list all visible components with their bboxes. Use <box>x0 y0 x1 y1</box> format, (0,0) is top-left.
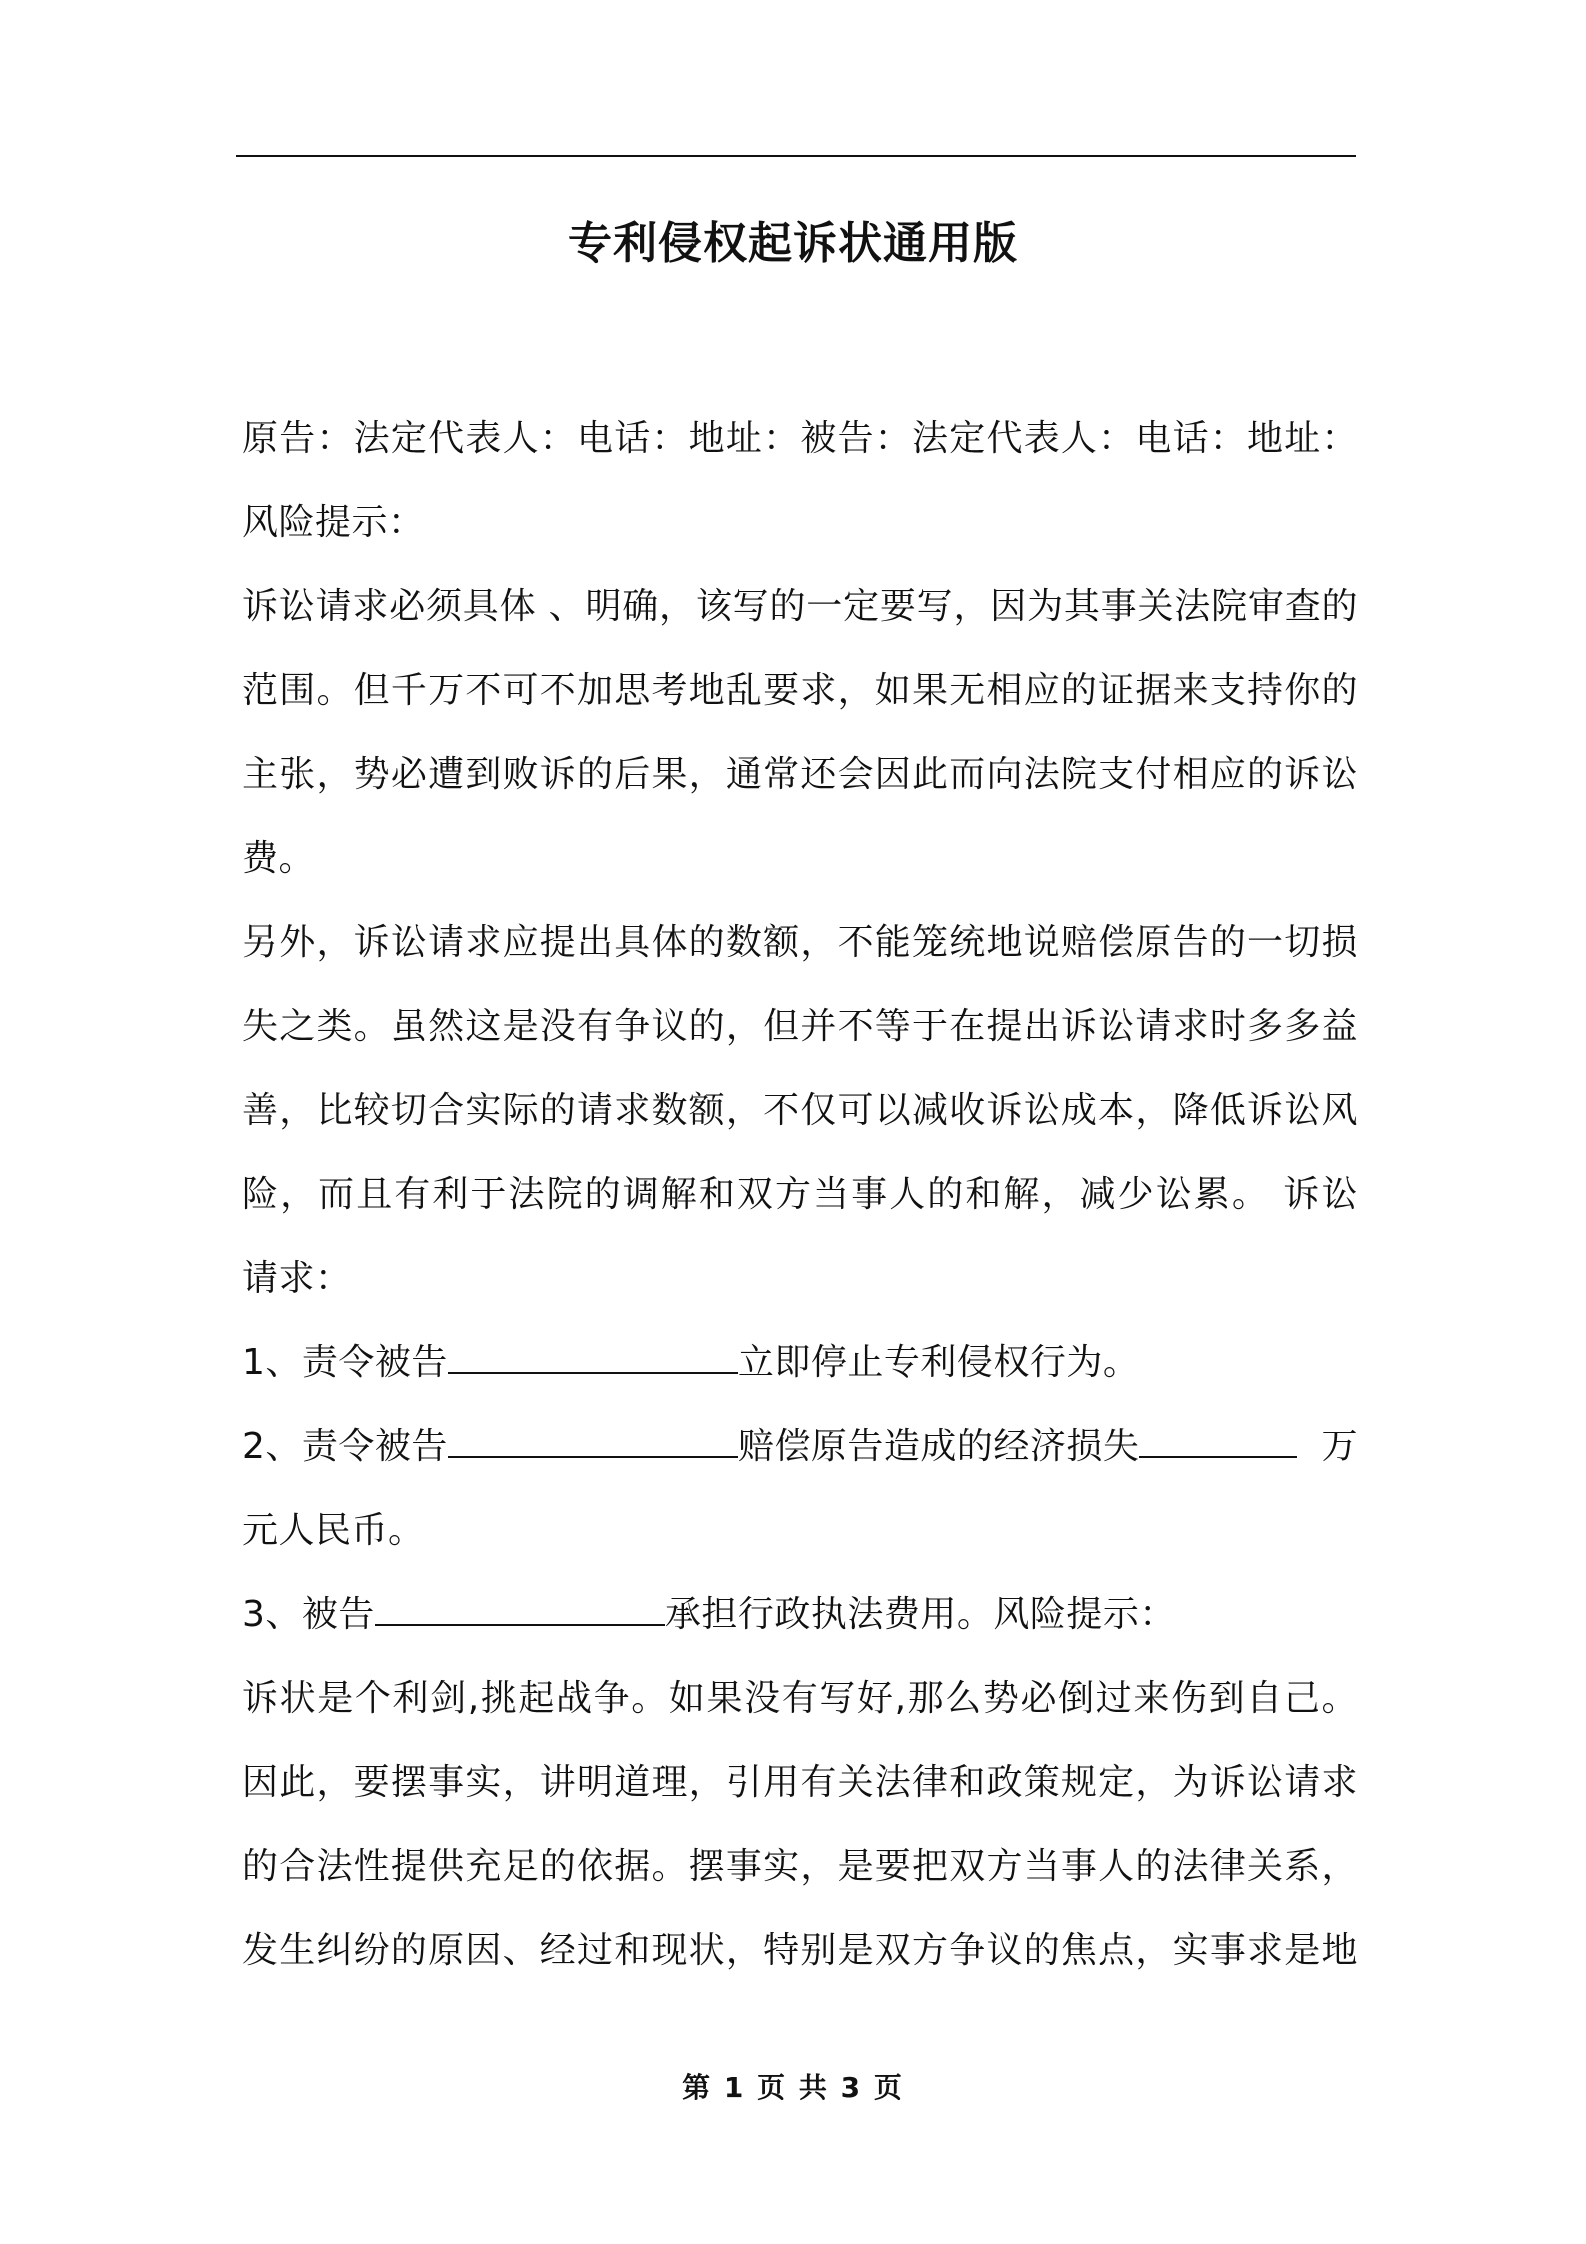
body-line: 费。 <box>242 838 316 879</box>
claim-item-3-suffix: 承担行政执法费用。风险提示： <box>664 1594 1176 1635</box>
body-line: 另外，诉讼请求应提出具体的数额，不能笼统地说赔偿原告的一切损 <box>242 922 1358 963</box>
header-rule <box>236 155 1356 157</box>
document-body <box>242 397 1358 1993</box>
claim-item-2-prefix: 2、责令被告 <box>242 1426 448 1467</box>
fill-in-blank <box>448 1426 738 1458</box>
body-line: 原告：法定代表人：电话：地址：被告：法定代表人：电话：地址： <box>242 418 1358 459</box>
body-line: 善，比较切合实际的请求数额，不仅可以减收诉讼成本，降低诉讼风 <box>242 1090 1358 1131</box>
fill-in-blank <box>448 1342 738 1374</box>
body-line: 诉状是个利剑,挑起战争。如果没有写好,那么势必倒过来伤到自己。 <box>242 1678 1358 1719</box>
body-line: 诉讼请求必须具体 、明确，该写的一定要写，因为其事关法院审查的 <box>242 586 1358 627</box>
body-line: 风险提示： <box>242 502 425 543</box>
document-title: 专利侵权起诉状通用版 <box>568 218 1018 269</box>
body-line: 的合法性提供充足的依据。摆事实，是要把双方当事人的法律关系， <box>242 1846 1358 1887</box>
page-number: 第 1 页 共 3 页 <box>682 2071 904 2104</box>
claim-item-1 <box>242 1321 1358 1405</box>
claim-item-2-body <box>242 1405 1297 1489</box>
body-line: 失之类。虽然这是没有争议的，但并不等于在提出诉讼请求时多多益 <box>242 1006 1358 1047</box>
body-line: 请求： <box>242 1258 352 1299</box>
body-line: 范围。但千万不可不加思考地乱要求，如果无相应的证据来支持你的 <box>242 670 1358 711</box>
claim-item-2-suffix: 万 <box>1321 1426 1358 1467</box>
claim-item-1-suffix: 立即停止专利侵权行为。 <box>737 1342 1140 1383</box>
fill-in-blank <box>1139 1426 1297 1458</box>
claim-item-3-prefix: 3、被告 <box>242 1594 375 1635</box>
claim-item-2-continuation: 元人民币。 <box>242 1510 425 1551</box>
claim-item-2-middle: 赔偿原告造成的经济损失 <box>737 1426 1140 1467</box>
claim-item-1-prefix: 1、责令被告 <box>242 1342 448 1383</box>
body-line: 因此，要摆事实，讲明道理，引用有关法律和政策规定，为诉讼请求 <box>242 1762 1358 1803</box>
claim-item-2 <box>242 1405 1358 1489</box>
fill-in-blank <box>375 1594 665 1626</box>
body-line: 发生纠纷的原因、经过和现状，特别是双方争议的焦点，实事求是地 <box>242 1930 1358 1971</box>
body-line: 险，而且有利于法院的调解和双方当事人的和解，减少讼累。 诉讼 <box>242 1174 1358 1215</box>
claim-item-3 <box>242 1573 1358 1657</box>
body-line: 主张，势必遭到败诉的后果，通常还会因此而向法院支付相应的诉讼 <box>242 754 1358 795</box>
